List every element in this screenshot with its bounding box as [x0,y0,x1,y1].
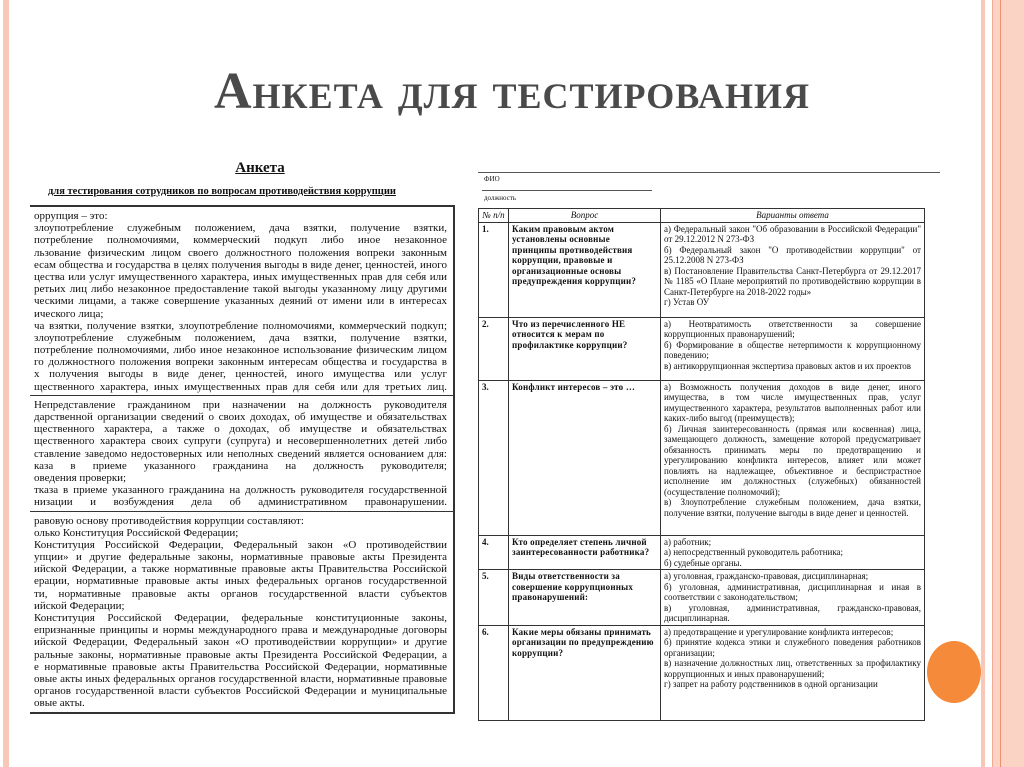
answers-cell [661,317,925,380]
answer-option: б) Формирование в обществе нетерпимости к коррупционному поведению; [664,339,921,360]
header-number: № п/п [479,209,509,223]
table-row [479,317,925,380]
document-subheading: для тестирования сотрудников по вопросам противодействия коррупции [48,186,396,197]
answer-option: а) уголовная, гражданско-правовая, дисциплинарная; [664,571,869,581]
row-number: 2. [479,317,509,380]
text-line: х получения выгоды в виде денег, ценностей, иного имущества или услуг [34,368,447,381]
table-row [479,535,925,570]
text-line: епризнанные принципы и нормы международного права и международные договоры [34,624,447,637]
question-cell: Конфликт интересов – это … [509,380,661,535]
position-label: должность [484,194,517,202]
decorative-orange-circle [927,641,981,703]
text-line: цества или услуг имущественного характера, иных имущественных прав для себя или [34,270,447,283]
row-number: 4. [479,535,509,570]
answers-cell [661,222,925,317]
text-line: ставление заведомо недостоверных или неполных сведений является основанием для: [34,447,447,460]
position-underline [482,190,652,191]
answer-option: г) Устав ОУ [664,297,710,307]
text-line: ретьих лиц либо незаконное предоставление такой выгоды указанному лицу другими [34,283,447,296]
document-heading: Анкета [235,160,285,176]
answer-option: а) работник; [664,536,712,547]
text-line: ча взятки, получение взятки, злоупотребление полномочиями, коммерческий подкуп; [34,319,447,332]
text-line: дарственной организации сведений о своих доходах, об имуществе и обязательствах [34,411,447,423]
answer-option: в) антикоррупционная экспертиза правовых актов и их проектов [664,360,912,371]
text-line: ческими лицами, а также совершение указанных деяний от имени или в интересах [34,295,447,308]
answers-cell [661,535,925,570]
text-line: каза в приеме указанного гражданина на должность руководителя; [34,459,447,472]
answers-cell [661,625,925,720]
text-line: органов государственной власти субъектов Российской Федерации и муниципальные [34,685,447,698]
text-line: ийской Федерации; [34,599,125,612]
answer-option: б) Федеральный закон "О противодействии коррупции" от 25.12.2008 N 273-ФЗ [664,244,921,265]
text-line: Конституция Российской Федерации, Федеральный закон «О противодействии [34,538,447,551]
questionnaire-text-document [30,160,460,710]
answer-option: а) Неотвратимость ответственности за совершение коррупционных правонарушений; [664,318,921,339]
text-line: ийской Федерации, Федеральный закон «О противодействии коррупции» и другие [34,636,447,649]
text-line: Непредставление гражданином при назначении на должность руководителя [34,398,447,411]
text-line: ерации, нормативные правовые акты иных федеральных органов государственной [34,575,447,588]
table-row [479,625,925,720]
text-line: овые акты иных федеральных органов государственной власти, нормативные правовые [34,672,447,685]
question-section [30,396,453,512]
question-section [30,512,453,712]
text-line: низации и возбуждения дела об административном правонарушении. [34,496,447,509]
text-line: тказа в приеме указанного гражданина на должность руководителя государственной [34,484,447,497]
table-row [479,222,925,317]
answer-option: б) принятие кодекса этики и служебного поведения работников организации; [664,637,921,658]
questions-box [30,205,455,714]
answer-option: а) Возможность получения доходов в виде денег, иного имущества, в том числе имущественных прав, услуг имущественного характера, результатов выполненных работ или каких-либо выгод (преимуществ); [664,381,921,423]
row-number: 5. [479,570,509,626]
text-line: ийской Федерации, а также нормативные правовые акты Правительства Российской [34,563,447,576]
question-cell: Виды ответственности за совершение коррупционных правонарушений: [509,570,661,626]
table-row [479,380,925,535]
row-number: 1. [479,222,509,317]
slide-title: Анкета для тестирования [213,63,811,120]
text-line: го должностного положения вопреки законным интересам общества и государства в [34,356,447,369]
text-line: равовую основу противодействия коррупции составляют: [34,514,304,527]
fio-label: ФИО [484,175,500,183]
answer-option: в) Злоупотребление служебным положением, дача взятки, получение взятки, получение выгоды в виде денег и ценностей. [664,497,921,518]
questions-table [478,208,925,721]
text-line: щественного характера, иных имущественных прав для себя или для третьих лиц. [34,380,447,393]
table-row [479,570,925,626]
header-answers: Варианты ответа [661,209,925,223]
answer-option: а) предотвращение и урегулирование конфликта интересов; [664,626,894,637]
text-line: Конституция Российской Федерации, федеральные конституционные законы, [34,612,447,624]
text-line: потребление полномочиями, коммерческий подкуп либо иное незаконное [34,234,447,247]
text-line: потребление полномочиями, либо иное незаконное использование физическим лицом [34,344,447,357]
text-line: щественного характера своих супруги (супруга) и несовершеннолетних детей либо [34,435,447,448]
answer-option: а) непосредственный руководитель работника; [664,547,844,557]
text-line: олько Конституция Российской Федерации; [34,526,239,539]
answer-option: в) назначение должностных лиц, ответственных за профилактику коррупционных и иных правонарушений; [664,658,921,679]
text-line: ического лица; [34,307,104,320]
text-line: упции» и другие федеральные законы, нормативные правовые акты Президента [34,551,447,564]
text-line: льзование физическим лицом своего должностного положения вопреки законным [34,246,447,259]
question-cell: Кто определяет степень личной заинтересованности работника? [509,535,661,570]
answers-cell [661,570,925,626]
question-cell: Какие меры обязаны принимать организации по предупреждению коррупции? [509,625,661,720]
text-line: оведения проверки; [34,471,127,484]
answer-option: в) уголовная, административная, гражданско-правовая, дисциплинарная. [664,602,921,623]
answer-option: а) Федеральный закон "Об образовании в Российской Федерации" от 29.12.2012 N 273-ФЗ [664,223,921,244]
text-line: злоупотребление служебным положением, дача взятки, получение взятки, [34,222,447,235]
answer-option: г) запрет на работу родственников в одной организации [664,679,878,689]
text-line: есам общества и государства в целях получения выгоды в виде денег, ценностей, иного [34,258,447,271]
text-line: овые акты. [34,697,85,710]
row-number: 3. [479,380,509,535]
top-rule [478,172,940,173]
row-number: 6. [479,625,509,720]
table-header-row [479,209,925,223]
text-line: щественного характера, а также о доходах, об имуществе и обязательствах [34,423,447,436]
answer-option: б) судебные органы. [664,557,742,568]
text-line: ти, нормативные правовые акты органов государственной власти субъектов [34,587,447,600]
answer-option: б) уголовная, административная, дисциплинарная и иная в соответствии с законодательством; [664,581,921,602]
answer-option: б) Личная заинтересованность (прямая или косвенная) лица, замещающего должность, замещение которой предусматривает обязанность принимать меры по предотвращению и урегулированию конфликта интересов, влияет или может повлиять на надлежащее, объективное и беспристрастное исполнение им должностных (служебных) обязанностей (осуществление полномочий); [664,423,921,497]
text-line: е нормативные правовые акты Правительства Российской Федерации, нормативные [34,660,447,673]
answer-option: в) Постановление Правительства Санкт-Петербурга от 29.12.2017 № 1185 «О Плане мероприятий по противодействию коррупции в Санкт-Петербурге на 2018-2022 годы» [664,265,921,297]
text-line: оррупция – это: [34,210,108,222]
text-line: ральные законы, нормативные правовые акты Президента Российской Федерации, а [34,648,447,661]
header-question: Вопрос [509,209,661,223]
answers-cell [661,380,925,535]
question-cell: Каким правовым актом установлены основные принципы противодействия коррупции, правовые и организационные основы предупреждения коррупции? [509,222,661,317]
question-cell: Что из перечисленного НЕ относится к мерам по профилактике коррупции? [509,317,661,380]
question-section [30,207,453,396]
text-line: злоупотребление служебным положением, дача взятки, получение взятки, [34,331,447,344]
